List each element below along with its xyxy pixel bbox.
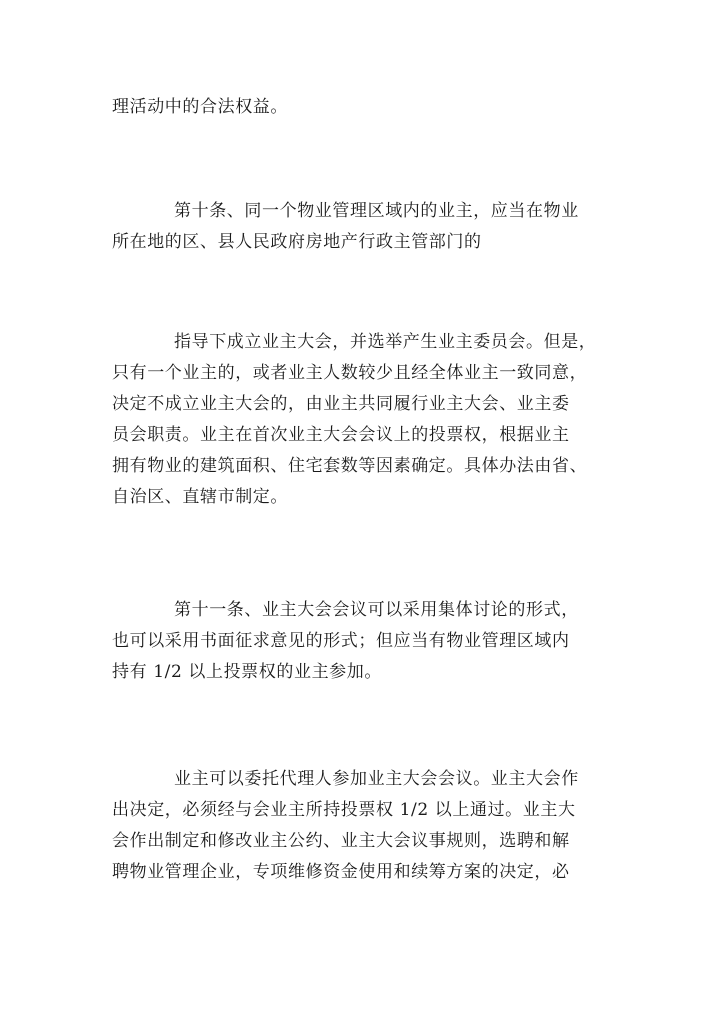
text-line: 出决定，必须经与会业主所持投票权 1/2 以上通过。业主大 xyxy=(112,800,576,820)
text-line: 第十一条、业主大会会议可以采用集体讨论的形式， xyxy=(174,600,579,620)
paragraph-article-11 xyxy=(112,595,612,688)
text-line: 会作出制定和修改业主公约、业主大会议事规则，选聘和解 xyxy=(112,831,570,851)
text-line: 第十条、同一个物业管理区域内的业主，应当在物业 xyxy=(174,201,579,221)
paragraph-proxy-voting xyxy=(112,764,612,888)
text-line: 员会职责。业主在首次业主大会会议上的投票权，根据业主 xyxy=(112,425,570,445)
paragraph-guidance xyxy=(112,327,612,513)
text-line: 只有一个业主的，或者业主人数较少且经全体业主一致同意， xyxy=(112,363,588,383)
text-line: 拥有物业的建筑面积、住宅套数等因素确定。具体办法由省、 xyxy=(112,456,588,476)
text-line: 也可以采用书面征求意见的形式；但应当有物业管理区域内 xyxy=(112,631,570,651)
paragraph-article-10 xyxy=(112,196,612,258)
text-line: 所在地的区、县人民政府房地产行政主管部门的 xyxy=(112,232,482,252)
text-line: 持有 1/2 以上投票权的业主参加。 xyxy=(112,662,382,682)
text-line: 业主可以委托代理人参加业主大会会议。业主大会作 xyxy=(174,769,579,789)
text-line: 决定不成立业主大会的，由业主共同履行业主大会、业主委 xyxy=(112,394,570,414)
text-line: 聘物业管理企业，专项维修资金使用和续筹方案的决定，必 xyxy=(112,862,570,882)
text-line: 指导下成立业主大会，并选举产生业主委员会。但是， xyxy=(174,332,597,352)
text-line: 自治区、直辖市制定。 xyxy=(112,487,288,507)
paragraph-continuation xyxy=(112,92,612,123)
text-line: 理活动中的合法权益。 xyxy=(112,97,288,117)
